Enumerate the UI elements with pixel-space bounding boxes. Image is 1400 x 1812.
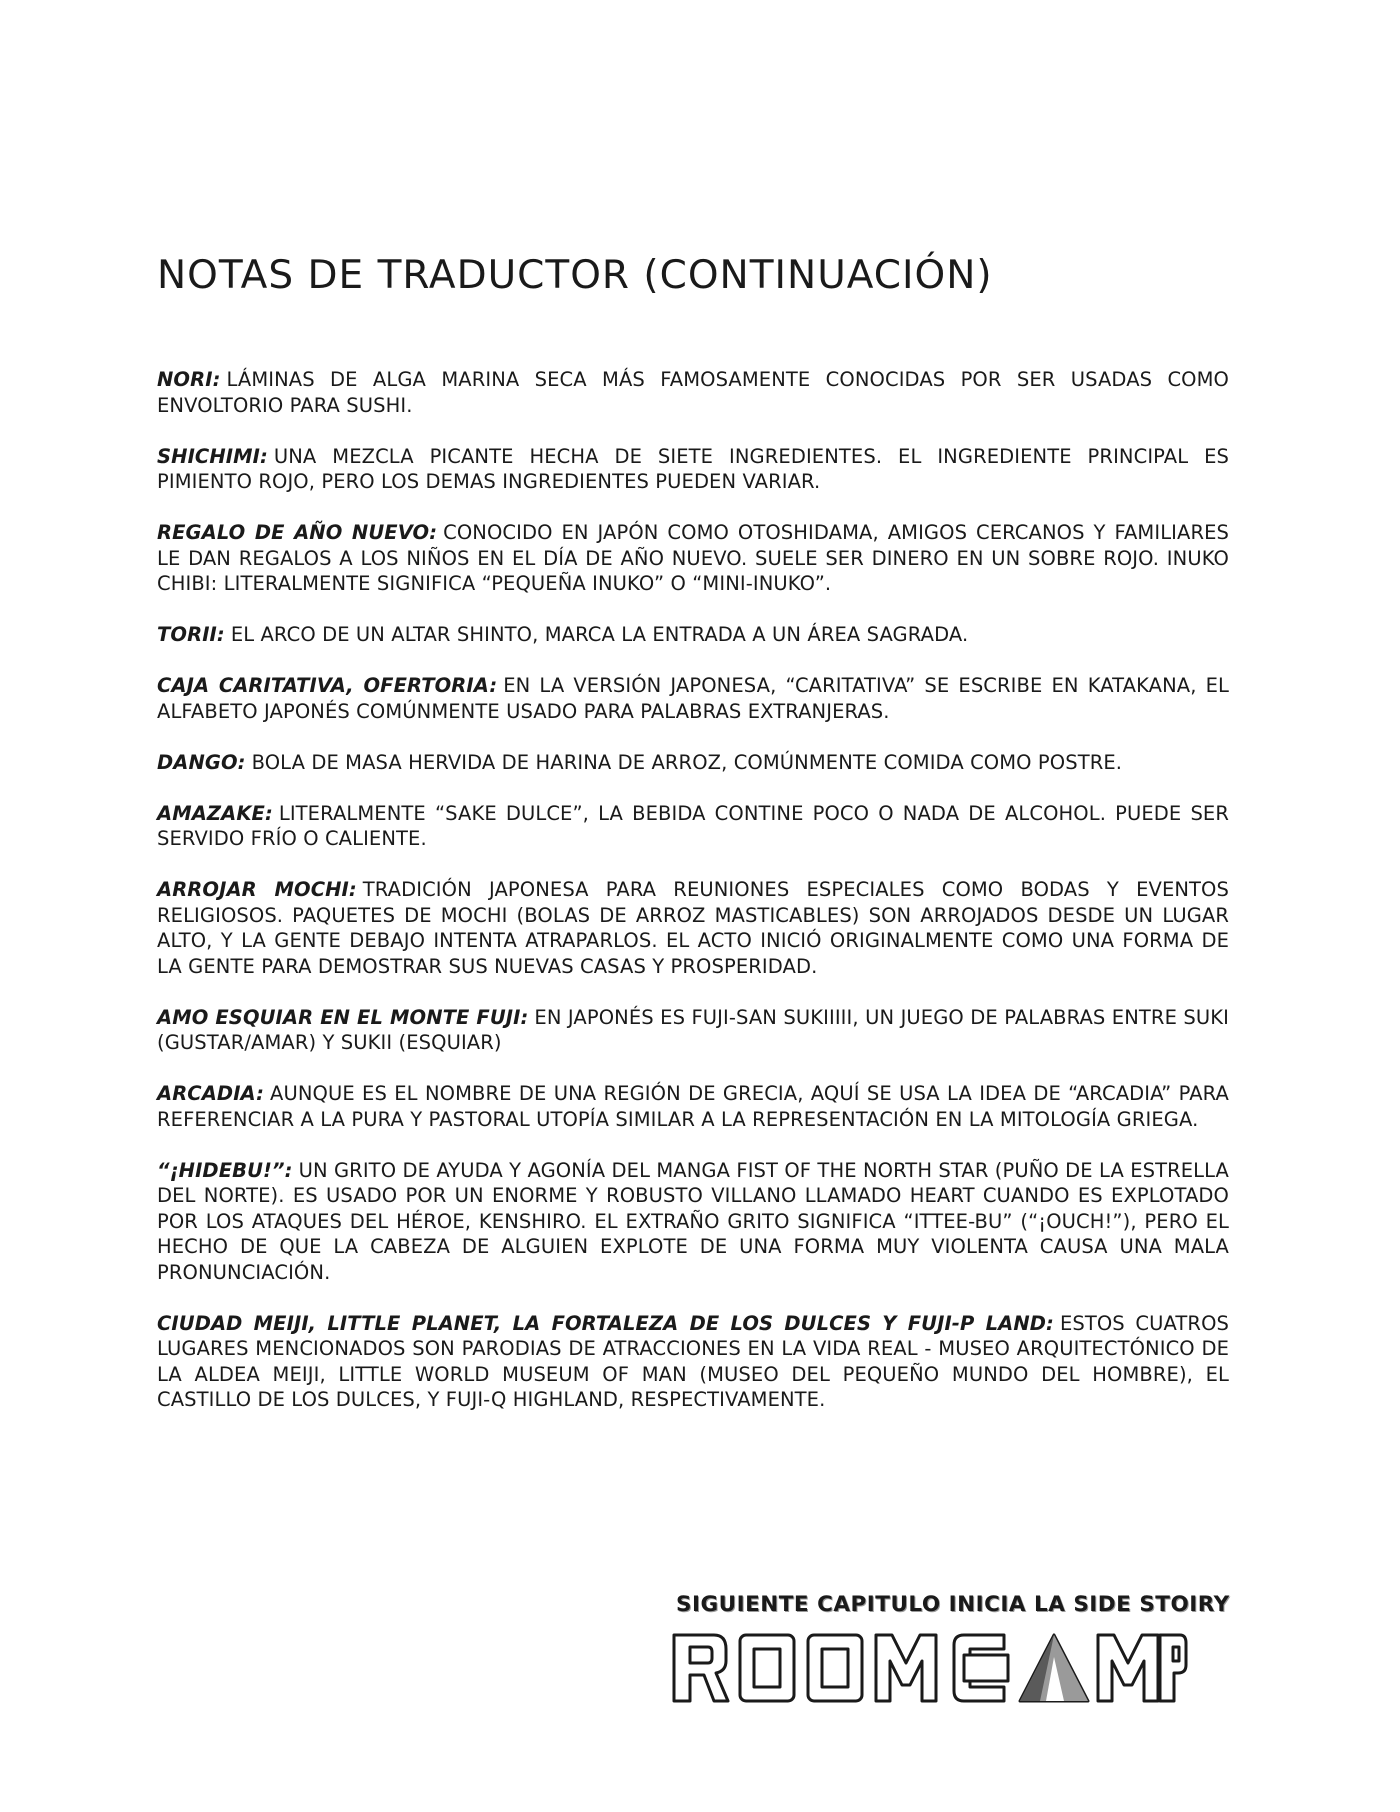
note-term: SHICHIMI: xyxy=(157,444,268,468)
note-term: CAJA CARITATIVA, OFERTORIA: xyxy=(157,674,498,697)
note-term: DANGO: xyxy=(157,750,246,774)
translator-note xyxy=(157,1081,1229,1132)
note-term: “¡HIDEBU!”: xyxy=(157,1158,293,1182)
note-term: REGALO DE AÑO NUEVO: xyxy=(157,521,438,544)
note-text: TRADICIÓN JAPONESA PARA REUNIONES ESPECIALES COMO BODAS Y EVENTOS RELIGIOSOS. PAQUETES DE MOCHI (BOLAS DE ARROZ MASTICABLES) SON ARROJADOS DESDE UN LUGAR ALTO, Y LA GENTE DEBAJO INTENTA ATRAPARLOS. EL ACTO INICIÓ ORIGINALMENTE COMO UNA FORMA DE LA GENTE PARA DEMOSTRAR SUS NUEVAS CASAS Y PROSPERIDAD. xyxy=(157,878,1229,978)
next-chapter-footer xyxy=(668,1592,1230,1711)
translator-note xyxy=(157,1005,1229,1056)
note-text: LÁMINAS DE ALGA MARINA SECA MÁS FAMOSAMENTE CONOCIDAS POR SER USADAS COMO ENVOLTORIO PARA SUSHI. xyxy=(157,368,1229,417)
note-term: AMAZAKE: xyxy=(157,801,273,825)
note-text: BOLA DE MASA HERVIDA DE HARINA DE ARROZ, COMÚNMENTE COMIDA COMO POSTRE. xyxy=(251,750,1123,774)
translator-note xyxy=(157,367,1229,418)
translator-note xyxy=(157,801,1229,852)
translator-note xyxy=(157,1158,1229,1286)
note-term: ARCADIA: xyxy=(157,1082,265,1105)
translator-note xyxy=(157,444,1229,495)
note-term: ARROJAR MOCHI: xyxy=(157,878,357,901)
note-term: CIUDAD MEIJI, LITTLE PLANET, LA FORTALEZA DE LOS DULCES Y FUJI-P LAND: xyxy=(157,1311,1054,1335)
note-text: UNA MEZCLA PICANTE HECHA DE SIETE INGREDIENTES. EL INGREDIENTE PRINCIPAL ES PIMIENTO ROJO, PERO LOS DEMAS INGREDIENTES PUEDEN VARIAR. xyxy=(157,444,1229,493)
translator-note xyxy=(157,750,1229,776)
note-text: LITERALMENTE “SAKE DULCE”, LA BEBIDA CONTINE POCO O NADA DE ALCOHOL. PUEDE SER SERVIDO FRÍO O CALIENTE. xyxy=(157,801,1229,850)
note-term: TORII: xyxy=(157,623,225,646)
note-text: AUNQUE ES EL NOMBRE DE UNA REGIÓN DE GRECIA, AQUÍ SE USA LA IDEA DE “ARCADIA” PARA REFERENCIAR A LA PURA Y PASTORAL UTOPÍA SIMILAR A LA REPRESENTACIÓN EN LA MITOLOGÍA GRIEGA. xyxy=(157,1082,1229,1131)
note-text: EL ARCO DE UN ALTAR SHINTO, MARCA LA ENTRADA A UN ÁREA SAGRADA. xyxy=(230,623,969,646)
note-text: UN GRITO DE AYUDA Y AGONÍA DEL MANGA FIST OF THE NORTH STAR (PUÑO DE LA ESTRELLA DEL NORTE). ES USADO POR UN ENORME Y ROBUSTO VILLANO LLAMADO HEART CUANDO ES EXPLOTADO POR LOS ATAQUES DEL HÉROE, KENSHIRO. EL EXTRAÑO GRITO SIGNIFICA “ITTEE-BU” (“¡OUCH!”), PERO EL HECHO DE QUE LA CABEZA DE ALGUIEN EXPLOTE DE UNA FORMA MUY VIOLENTA CAUSA UNA MALA PRONUNCIACIÓN. xyxy=(157,1158,1229,1284)
next-chapter-text: SIGUIENTE CAPITULO INICIA LA SIDE STOIRY xyxy=(676,1592,1230,1617)
note-term: AMO ESQUIAR EN EL MONTE FUJI: xyxy=(157,1005,529,1029)
note-text: CONOCIDO EN JAPÓN COMO OTOSHIDAMA, AMIGOS CERCANOS Y FAMILIARES LE DAN REGALOS A LOS NIÑOS EN EL DÍA DE AÑO NUEVO. SUELE SER DINERO EN UN SOBRE ROJO. INUKO CHIBI: LITERALMENTE SIGNIFICA “PEQUEÑA INUKO” O “MINI-INUKO”. xyxy=(157,521,1229,595)
translator-note xyxy=(157,673,1229,724)
translator-note xyxy=(157,520,1229,597)
translator-note xyxy=(157,622,1229,648)
translator-note xyxy=(157,1311,1229,1413)
room-camp-logo xyxy=(668,1627,1188,1711)
translator-note xyxy=(157,877,1229,979)
page-title: NOTAS DE TRADUCTOR (CONTINUACIÓN) xyxy=(157,253,993,298)
translator-notes-list xyxy=(157,367,1229,1438)
note-term: NORI: xyxy=(157,368,221,391)
note-text: ESTOS CUATROS LUGARES MENCIONADOS SON PARODIAS DE ATRACCIONES EN LA VIDA REAL - MUSEO ARQUITECTÓNICO DE LA ALDEA MEIJI, LITTLE WORLD MUSEUM OF MAN (MUSEO DEL PEQUEÑO MUNDO DEL HOMBRE), EL CASTILLO DE LOS DULCES, Y FUJI-Q HIGHLAND, RESPECTIVAMENTE. xyxy=(157,1311,1230,1411)
note-text: EN JAPONÉS ES FUJI-SAN SUKIIIII, UN JUEGO DE PALABRAS ENTRE SUKI (GUSTAR/AMAR) Y SUKII (ESQUIAR) xyxy=(157,1005,1229,1054)
note-text: EN LA VERSIÓN JAPONESA, “CARITATIVA” SE ESCRIBE EN KATAKANA, EL ALFABETO JAPONÉS COMÚNMENTE USADO PARA PALABRAS EXTRANJERAS. xyxy=(157,674,1229,723)
